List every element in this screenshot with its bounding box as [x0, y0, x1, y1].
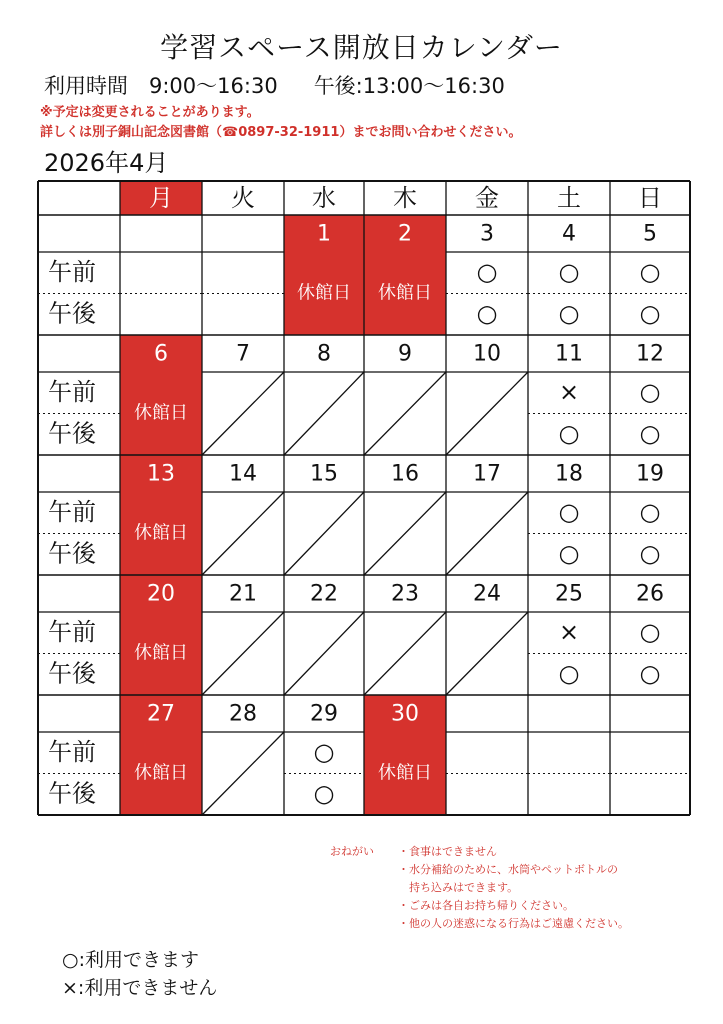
pm-mark: ○	[639, 659, 661, 688]
date-number: 24	[473, 581, 501, 607]
date-number: 13	[147, 461, 175, 487]
unavailable-slash	[202, 732, 284, 815]
unavailable-slash	[364, 492, 446, 575]
am-mark: ○	[558, 497, 580, 526]
weekday-label: 土	[557, 184, 581, 212]
date-number: 1	[317, 221, 331, 247]
request-item: ・水分補給のために、水筒やペットボトルの	[398, 863, 618, 876]
request-item: ・食事はできません	[398, 845, 497, 858]
date-number: 22	[310, 581, 338, 607]
date-number: 2	[398, 221, 412, 247]
month-title: 2026年4月	[44, 149, 169, 177]
unavailable-slash	[446, 372, 528, 455]
date-number: 9	[398, 341, 412, 367]
date-number: 10	[473, 341, 501, 367]
weekday-label: 火	[231, 184, 255, 212]
period-label-pm: 午後	[48, 659, 96, 688]
pm-mark: ○	[639, 299, 661, 328]
weekday-label: 水	[312, 184, 336, 212]
unavailable-slash	[284, 372, 364, 455]
period-label-pm: 午後	[48, 299, 96, 328]
request-item: ・ごみは各自お持ち帰りください。	[398, 899, 574, 912]
request-item: 持ち込みはできます。	[398, 881, 519, 894]
unavailable-slash	[364, 372, 446, 455]
am-mark: ○	[639, 497, 661, 526]
date-number: 27	[147, 701, 175, 727]
unavailable-slash	[284, 612, 364, 695]
general-hours: 利用時間 9:00〜16:30	[44, 74, 278, 98]
schedule-change-note: ※予定は変更されることがあります。	[40, 105, 260, 120]
date-number: 15	[310, 461, 338, 487]
unavailable-slash	[364, 612, 446, 695]
date-number: 5	[643, 221, 657, 247]
date-number: 3	[480, 221, 494, 247]
unavailable-slash	[202, 492, 284, 575]
am-mark: ×	[558, 377, 580, 406]
unavailable-slash	[202, 372, 284, 455]
pm-mark: ○	[558, 539, 580, 568]
legend-available: ○:利用できます	[62, 949, 199, 971]
date-number: 28	[229, 701, 257, 727]
date-number: 19	[636, 461, 664, 487]
date-number: 23	[391, 581, 419, 607]
requests-list	[398, 843, 629, 933]
unavailable-slash	[284, 492, 364, 575]
closed-label: 休館日	[134, 762, 188, 784]
contact-note: 詳しくは別子銅山記念図書館（☎0897-32-1911）までお問い合わせください。	[40, 125, 522, 140]
pm-mark: ○	[313, 779, 335, 808]
page-title: 学習スペース開放日カレンダー	[160, 31, 563, 64]
am-mark: ○	[639, 257, 661, 286]
date-number: 4	[562, 221, 576, 247]
period-label-am: 午前	[48, 257, 96, 286]
date-number: 16	[391, 461, 419, 487]
date-number: 26	[636, 581, 664, 607]
requests-label: おねがい	[330, 845, 374, 858]
date-number: 29	[310, 701, 338, 727]
date-number: 11	[555, 341, 583, 367]
am-mark: ○	[639, 377, 661, 406]
period-label-am: 午前	[48, 497, 96, 526]
period-label-pm: 午後	[48, 419, 96, 448]
weekday-label: 日	[638, 184, 662, 212]
closed-label: 休館日	[134, 522, 188, 544]
period-label-pm: 午後	[48, 539, 96, 568]
period-label-pm: 午後	[48, 779, 96, 808]
date-number: 12	[636, 341, 664, 367]
period-label-am: 午前	[48, 737, 96, 766]
request-item: ・他の人の迷惑になる行為はご遠慮ください。	[398, 917, 629, 930]
weekday-label: 月	[149, 184, 173, 212]
date-number: 17	[473, 461, 501, 487]
date-number: 6	[154, 341, 168, 367]
date-number: 18	[555, 461, 583, 487]
period-label-am: 午前	[48, 377, 96, 406]
legend-unavailable: ×:利用できません	[62, 977, 218, 999]
weekday-label: 木	[393, 184, 417, 212]
weekday-label: 金	[475, 184, 499, 212]
closed-label: 休館日	[134, 402, 188, 424]
am-mark: ○	[558, 257, 580, 286]
afternoon-hours: 午後:13:00〜16:30	[313, 74, 505, 98]
unavailable-slash	[446, 612, 528, 695]
date-number: 14	[229, 461, 257, 487]
date-number: 21	[229, 581, 257, 607]
closed-label: 休館日	[378, 762, 432, 784]
unavailable-slash	[202, 612, 284, 695]
date-number: 7	[236, 341, 250, 367]
date-number: 30	[391, 701, 419, 727]
closed-label: 休館日	[297, 282, 351, 304]
closed-label: 休館日	[134, 642, 188, 664]
pm-mark: ○	[558, 419, 580, 448]
pm-mark: ○	[476, 299, 498, 328]
am-mark: ○	[313, 737, 335, 766]
date-number: 25	[555, 581, 583, 607]
pm-mark: ○	[558, 659, 580, 688]
pm-mark: ○	[558, 299, 580, 328]
legend	[62, 946, 217, 1002]
am-mark: ×	[558, 617, 580, 646]
unavailable-slash	[446, 492, 528, 575]
pm-mark: ○	[639, 419, 661, 448]
am-mark: ○	[476, 257, 498, 286]
am-mark: ○	[639, 617, 661, 646]
date-number: 20	[147, 581, 175, 607]
closed-label: 休館日	[378, 282, 432, 304]
date-number: 8	[317, 341, 331, 367]
pm-mark: ○	[639, 539, 661, 568]
period-label-am: 午前	[48, 617, 96, 646]
